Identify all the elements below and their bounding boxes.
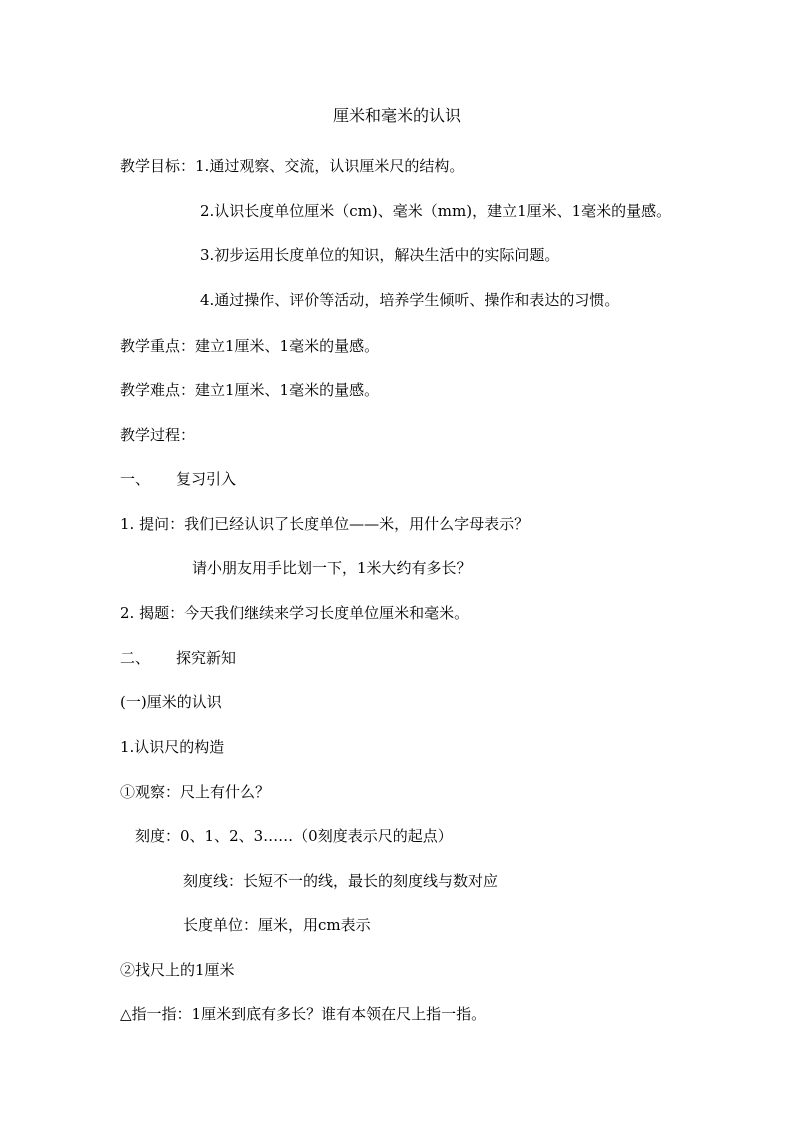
step-heading: 1.认识尺的构造	[120, 738, 225, 756]
difficult-point: 教学难点：建立1厘米、1毫米的量感。	[120, 381, 380, 399]
find-line: ②找尺上的1厘米	[120, 961, 235, 979]
objectives-line-1	[120, 156, 464, 176]
section-title: 复习引入	[176, 470, 237, 488]
point-line: △指一指：1厘米到底有多长？谁有本领在尺上指一指。	[120, 1005, 487, 1023]
list-item: 2. 揭题：今天我们继续来学习长度单位厘米和毫米。	[120, 604, 470, 622]
section-title: 探究新知	[176, 649, 237, 667]
objective-item: 4.通过操作、评价等活动，培养学生倾听、操作和表达的习惯。	[200, 291, 620, 309]
section-number: 二、	[120, 649, 151, 667]
section-number: 一、	[120, 470, 151, 488]
key-point: 教学重点：建立1厘米、1毫米的量感。	[120, 337, 380, 355]
process-label: 教学过程：	[120, 426, 196, 444]
document-title: 厘米和毫米的认识	[332, 106, 461, 125]
section-heading	[120, 648, 236, 668]
objective-item: 2.认识长度单位厘米（cm)、毫米（mm)，建立1厘米、1毫米的量感。	[200, 202, 672, 220]
list-item: 1. 提问：我们已经认识了长度单位——米，用什么字母表示？	[120, 515, 530, 533]
scale-line: 刻度：0、1、2、3……（0刻度表示尺的起点）	[135, 827, 453, 845]
sub-heading: (一)厘米的认识	[120, 693, 222, 711]
objectives-label: 教学目标：	[120, 157, 196, 175]
objective-item: 1.通过观察、交流，认识厘米尺的结构。	[195, 157, 465, 175]
scale-lines-desc: 刻度线：长短不一的线，最长的刻度线与数对应	[183, 872, 499, 890]
observe-line: ①观察：尺上有什么？	[120, 783, 271, 801]
objective-item: 3.初步运用长度单位的知识，解决生活中的实际问题。	[200, 246, 560, 264]
list-item: 请小朋友用手比划一下，1米大约有多长？	[192, 559, 472, 577]
length-unit-desc: 长度单位：厘米，用cm表示	[183, 916, 371, 934]
section-heading	[120, 469, 236, 489]
